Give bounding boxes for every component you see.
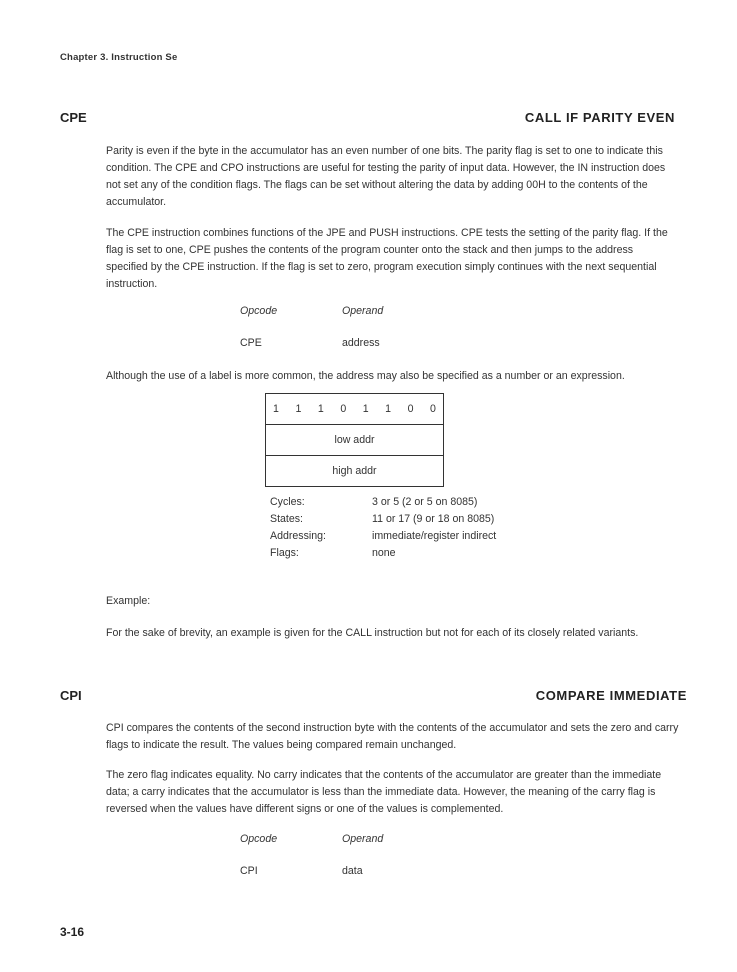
opcode-bit: 1: [295, 403, 302, 415]
opcode-bit: 0: [407, 403, 414, 415]
cpe-mnemonic: CPE: [60, 110, 87, 125]
cpi-opcode: CPI: [240, 865, 258, 877]
spec-value-flags: none: [372, 547, 396, 559]
spec-label-cycles: Cycles:: [270, 496, 305, 508]
cpe-address-note: Although the use of a label is more common, the address may also be specified as a number or an expression.: [106, 370, 625, 382]
opcode-bit: 1: [362, 403, 369, 415]
cpe-paragraph-1: Parity is even if the byte in the accumulator has an even number of one bits. The parity flag is set to one to indicate this condition. The CPE and CPO instructions are useful for testing the parity of input data. However, the IN instruction does not set any of the condition flags. The flags can be set without altering the data by adding 00H to the contents of the accumulator.: [106, 145, 666, 208]
spec-label-states: States:: [270, 513, 303, 525]
spec-label-addressing: Addressing:: [270, 530, 326, 542]
opcode-bit: 0: [430, 403, 436, 415]
cpe-title: CALL IF PARITY EVEN: [524, 110, 675, 125]
cpe-opcode: CPE: [240, 337, 262, 349]
opcode-bit: 1: [317, 403, 324, 415]
cpe-operand-header: Operand: [342, 305, 384, 317]
cpi-operand: data: [342, 865, 363, 877]
low-addr-row: low addr: [266, 424, 443, 455]
opcode-bit-row: [266, 394, 443, 424]
cpe-paragraph-2: The CPE instruction combines functions of the JPE and PUSH instructions. CPE tests the setting of the parity flag. If the flag is set to one, CPE pushes the contents of the program counter onto the stack and then jumps to the address specified by the CPE instruction. If the flag is set to zero, program execution simply continues with the next sequential instruction.: [106, 227, 668, 290]
spec-value-addressing: immediate/register indirect: [372, 530, 497, 542]
example-text: For the sake of brevity, an example is given for the CALL instruction but not for each of its closely related variants.: [106, 627, 639, 639]
cpi-mnemonic: CPI: [60, 688, 82, 703]
example-label: Example:: [106, 595, 151, 607]
spec-value-cycles: 3 or 5 (2 or 5 on 8085): [372, 496, 478, 508]
spec-label-flags: Flags:: [270, 547, 299, 559]
opcode-bit: 1: [385, 403, 392, 415]
cpi-opcode-header: Opcode: [240, 833, 278, 845]
spec-value-states: 11 or 17 (9 or 18 on 8085): [372, 513, 495, 525]
opcode-bit: 0: [340, 403, 347, 415]
cpe-opcode-header: Opcode: [240, 305, 278, 317]
chapter-header: Chapter 3. Instruction Se: [60, 52, 178, 63]
page-number: 3-16: [60, 925, 85, 939]
cpe-operand: address: [342, 337, 380, 349]
cpi-operand-header: Operand: [342, 833, 384, 845]
cpi-title: COMPARE IMMEDIATE: [535, 688, 687, 703]
opcode-bit: 1: [273, 403, 279, 415]
cpi-paragraph-2: The zero flag indicates equality. No carry indicates that the contents of the accumulator are greater than the immediate data; a carry indicates that the accumulator is less than the immediate data. However, the meaning of the carry flag is reversed when the values have different signs or one of the values is complemented.: [106, 769, 662, 815]
high-addr-row: high addr: [266, 455, 443, 486]
cpi-paragraph-1: CPI compares the contents of the second instruction byte with the contents of the accumulator and sets the zero and carry flags to indicate the result. The values being compared remain unchanged.: [106, 722, 679, 751]
cpe-instruction-format: [265, 393, 444, 487]
